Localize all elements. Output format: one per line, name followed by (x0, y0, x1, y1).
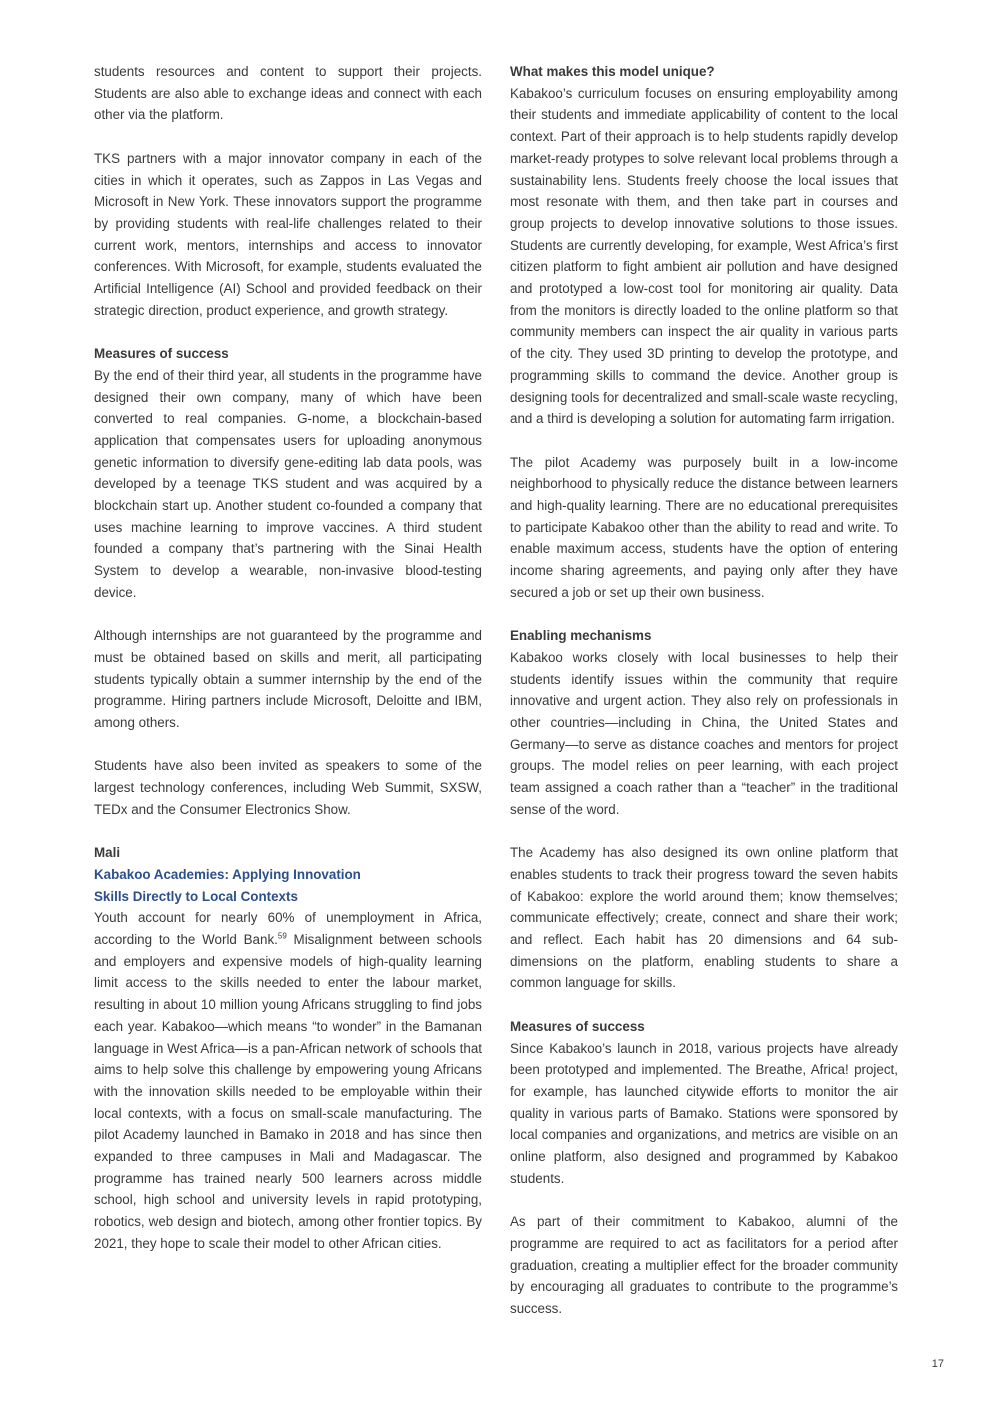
paragraph (94, 907, 482, 1254)
paragraph: students resources and content to support their projects. Students are also able to exchange ideas and connect with each other via the platform. (94, 64, 482, 123)
country-heading: Mali (94, 845, 121, 861)
paragraph: Kabakoo works closely with local businesses to help their students identify issues within the community that require innovative and urgent action. They also rely on professionals in other countries—including in China, the United States and Germany—to serve as distance coaches and mentors for project groups. The model relies on peer learning, with each project team assigned a coach rather than a “teacher” in the traditional sense of the word. (510, 649, 898, 817)
page-number: 17 (931, 1358, 944, 1370)
left-column (94, 61, 482, 1255)
paragraph: Students have also been invited as speakers to some of the largest technology conferences, including Web Summit, SXSW, TEDx and the Consumer Electronics Show. (94, 758, 482, 817)
paragraph-text: Youth account for nearly 60% of unemployment in Africa, according to the World Bank. (94, 910, 482, 948)
paragraph: Although internships are not guaranteed by the programme and must be obtained based on skills and merit, all participating students typically obtain a summer internship by the end of the programme. Hiring partners include Microsoft, Deloitte and IBM, among others. (94, 628, 482, 731)
section-heading-unique: What makes this model unique? (510, 64, 715, 79)
right-column (510, 61, 898, 1320)
paragraph: The Academy has also designed its own online platform that enables students to track their progress toward the seven habits of Kabakoo: explore the world around them; know themselves; communicate effectively; create, connect and share their work; and reflect. Each habit has 20 dimensions and 64 sub-dimensions on the platform, enabling students to share a common language for skills. (510, 845, 898, 991)
paragraph: The pilot Academy was purposely built in a low-income neighborhood to physically reduce the distance between learners and high-quality learning. There are no educational prerequisites to participate Kabakoo other than the ability to read and write. To enable maximum access, students have the option of entering income sharing agreements, and paying only after they have secured a job or set up their own business. (510, 454, 898, 600)
paragraph-text: Misalignment between schools and employers and expensive models of high-quality learning limit access to the skills needed to enter the labour market, resulting in about 10 million young Africans struggling to find jobs each year. Kabakoo—which means “to wonder” in the Bamanan language in West Africa—is a pan-African network of schools that aims to help solve this challenge by empowering young Africans with the innovation skills needed to be employable within their local contexts, with a focus on small-scale manufacturing. The pilot Academy launched in Bamako in 2018 and has since then expanded to three campuses in Mali and Madagascar. The programme has trained nearly 500 learners across middle school, high school and university levels in rapid prototyping, robotics, web design and biotech, among other frontier topics. By 2021, they hope to scale their model to other African cities. (94, 932, 482, 1251)
case-title-line-2: Skills Directly to Local Contexts (94, 888, 298, 904)
paragraph: As part of their commitment to Kabakoo, alumni of the programme are required to act as facilitators for a period after graduation, creating a multiplier effect for the broader community by encouraging all graduates to contribute to the programme’s success. (510, 1214, 898, 1316)
paragraph: By the end of their third year, all students in the programme have designed their own company, many of which have been converted to real companies. G-nome, a blockchain-based application that compensates users for uploading anonymous genetic information to diversify gene-editing lab data pools, was developed by a teenage TKS student and was acquired by a blockchain start up. Another student co-founded a company that uses machine learning to improve vaccines. A third student founded a company that’s partnering with the Sinai Health System to develop a wearable, non-invasive blood-testing device. (94, 367, 482, 600)
case-title-line-1: Kabakoo Academies: Applying Innovation (94, 866, 361, 882)
section-heading-enabling: Enabling mechanisms (510, 628, 652, 644)
paragraph: Kabakoo’s curriculum focuses on ensuring employability among their students and immediate applicability of content to the local context. Part of their approach is to help students rapidly develop market-ready protypes to solve relevant local problems through a sustainability lens. Students freely choose the local issues that most resonate with them, and then take part in courses and group projects to develop innovative solutions to those issues. Students are currently developing, for example, West Africa’s first citizen platform to fight ambient air pollution and have designed and prototyped a low-cost tool for monitoring air quality. Data from the monitors is directly loaded to the online platform so that community members can inspect the air quality in various parts of the city. They used 3D printing to develop the prototype, and programming skills to command the device. Another group is designing tools for decentralized and small-scale waste recycling, and a third is developing a solution for automating farm irrigation. (510, 85, 898, 427)
section-heading-measures: Measures of success (94, 346, 229, 362)
footnote-marker: 59 (277, 931, 287, 941)
paragraph: TKS partners with a major innovator company in each of the cities in which it operates, such as Zappos in Las Vegas and Microsoft in New York. These innovators support the programme by providing students with real-life challenges related to their current work, mentors, internships and access to innovator conferences. With Microsoft, for example, students evaluated the Artificial Intelligence (AI) School and provided feedback on their strategic direction, product experience, and growth strategy. (94, 150, 482, 318)
paragraph: Since Kabakoo’s launch in 2018, various projects have already been prototyped and implemented. The Breathe, Africa! project, for example, has launched citywide efforts to monitor the air quality in various parts of Bamako. Stations were sponsored by local companies and organizations, and metrics are visible on an online platform, also designed and programmed by Kabakoo students. (510, 1040, 898, 1186)
section-heading-measures: Measures of success (510, 1018, 645, 1034)
